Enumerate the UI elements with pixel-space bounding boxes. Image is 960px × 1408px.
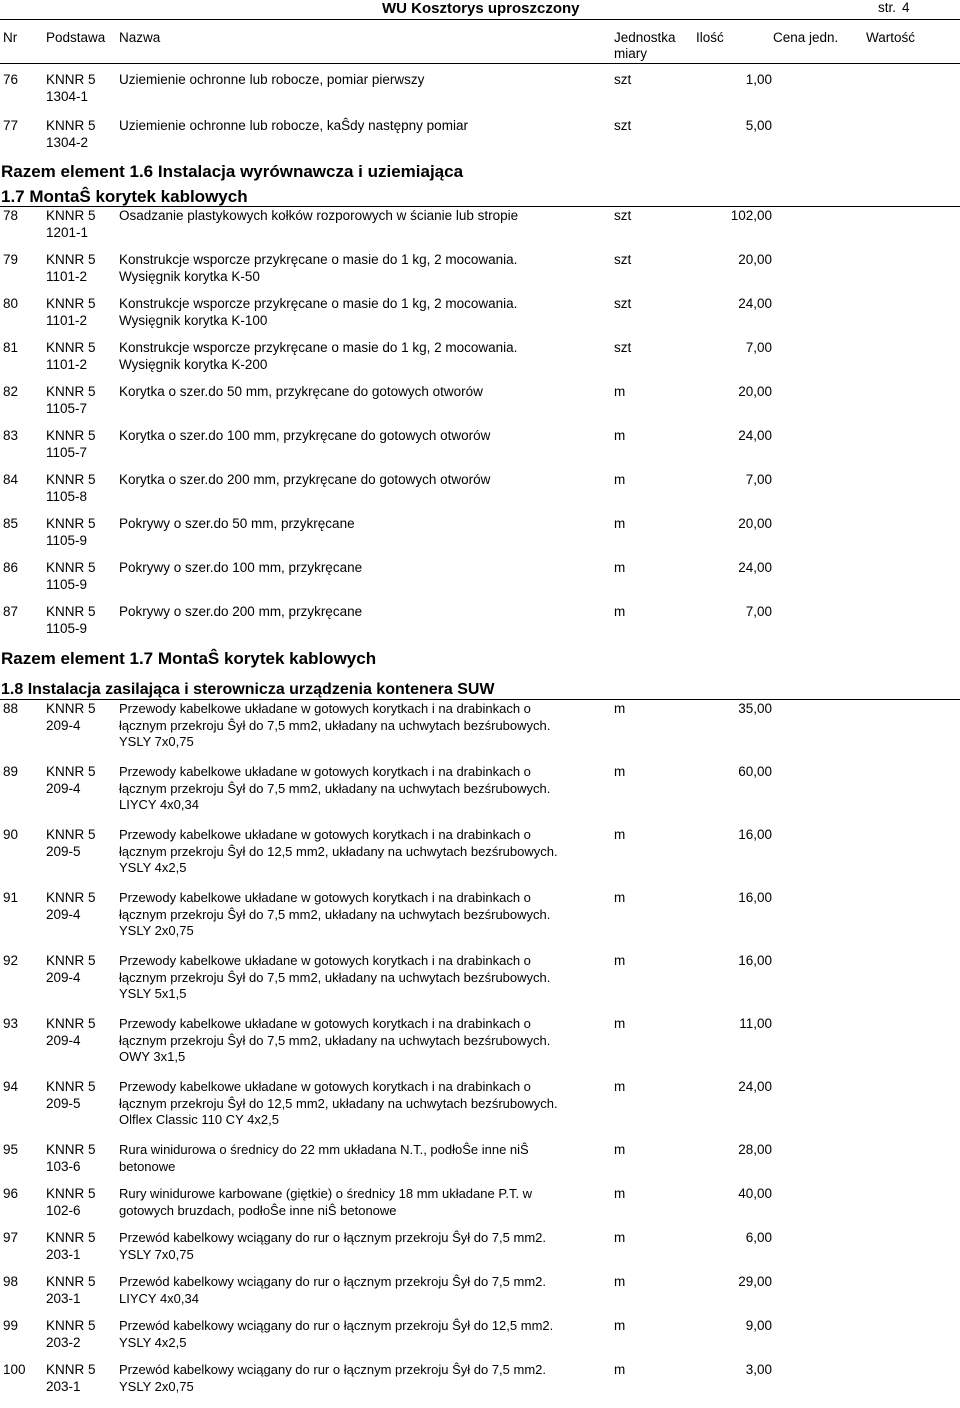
description-line: Uziemienie ochronne lub robocze, pomiar pierwszy <box>119 72 425 87</box>
column-header-ilosc: Ilość <box>696 30 724 45</box>
basis-code <box>46 72 96 105</box>
description-line: LIYCY 4x0,34 <box>119 797 199 812</box>
basis-code <box>46 1016 96 1049</box>
basis-code <box>46 764 96 797</box>
quantity: 28,00 <box>738 1142 772 1157</box>
unit: m <box>614 604 626 619</box>
item-description <box>119 1016 605 1066</box>
basis-item: 209-4 <box>46 1032 81 1048</box>
basis-code <box>46 118 96 151</box>
description-line: Przewody kabelkowe układane w gotowych korytkach i na drabinkach o <box>119 701 531 716</box>
row-number: 76 <box>3 72 19 87</box>
quantity: 6,00 <box>745 1230 772 1245</box>
unit: szt <box>614 296 632 311</box>
basis-code <box>46 953 96 986</box>
description-line: Pokrywy o szer.do 100 mm, przykręcane <box>119 560 363 575</box>
description-line: Wysięgnik korytka K-200 <box>119 356 268 372</box>
description-line: Konstrukcje wsporcze przykręcane o masie do 1 kg, 2 mocowania. <box>119 252 518 267</box>
description-line: Konstrukcje wsporcze przykręcane o masie do 1 kg, 2 mocowania. <box>119 340 518 355</box>
document-title: WU Kosztorys uproszczony <box>382 0 580 17</box>
description-line: YSLY 2x0,75 <box>119 923 194 938</box>
basis-code <box>46 1186 96 1219</box>
basis-catalog: KNNR 5 <box>46 701 96 716</box>
basis-catalog: KNNR 5 <box>46 1230 96 1245</box>
description-line: Wysięgnik korytka K-100 <box>119 312 268 328</box>
item-description <box>119 1079 605 1129</box>
quantity: 40,00 <box>738 1186 772 1201</box>
description-line: Przewód kabelkowy wciągany do rur o łącznym przekroju Ŝył do 7,5 mm2. <box>119 1230 547 1245</box>
basis-catalog: KNNR 5 <box>46 118 96 133</box>
basis-code <box>46 1230 96 1263</box>
column-header-nazwa: Nazwa <box>119 30 161 45</box>
item-description <box>119 953 605 1003</box>
basis-catalog: KNNR 5 <box>46 384 96 399</box>
basis-item: 209-5 <box>46 1095 81 1111</box>
item-description <box>119 340 605 373</box>
description-line: Przewód kabelkowy wciągany do rur o łącznym przekroju Ŝył do 7,5 mm2. <box>119 1362 547 1377</box>
basis-catalog: KNNR 5 <box>46 890 96 905</box>
description-line: LIYCY 4x0,34 <box>119 1290 199 1306</box>
unit: m <box>614 953 626 968</box>
column-header-podstawa: Podstawa <box>46 30 106 45</box>
row-number: 93 <box>3 1016 19 1031</box>
basis-code <box>46 827 96 860</box>
description-line: łącznym przekroju Ŝył do 7,5 mm2, układany na uchwytach bezśrubowych. <box>119 969 551 985</box>
description-line: Przewody kabelkowe układane w gotowych korytkach i na drabinkach o <box>119 764 531 779</box>
row-number: 99 <box>3 1318 19 1333</box>
row-number: 100 <box>3 1362 26 1377</box>
basis-catalog: KNNR 5 <box>46 516 96 531</box>
basis-catalog: KNNR 5 <box>46 1142 96 1157</box>
section-heading-1-8: 1.8 Instalacja zasilająca i sterownicza urządzenia kontenera SUW <box>1 681 495 698</box>
basis-item: 1105-7 <box>46 400 88 416</box>
description-line: łącznym przekroju Ŝył do 12,5 mm2, układany na uchwytach bezśrubowych. <box>119 843 558 859</box>
basis-catalog: KNNR 5 <box>46 1318 96 1333</box>
basis-item: 1304-2 <box>46 134 89 150</box>
basis-item: 1105-9 <box>46 620 88 636</box>
description-line: łącznym przekroju Ŝył do 7,5 mm2, układany na uchwytach bezśrubowych. <box>119 717 551 733</box>
section-total-1-7: Razem element 1.7 MontaŜ korytek kablowych <box>1 649 377 668</box>
unit: m <box>614 1362 626 1377</box>
item-description <box>119 560 605 577</box>
quantity: 24,00 <box>738 560 772 575</box>
basis-code <box>46 384 96 417</box>
basis-item: 203-1 <box>46 1378 81 1394</box>
item-description <box>119 1318 605 1351</box>
section-rule-1-8 <box>0 699 960 700</box>
basis-catalog: KNNR 5 <box>46 428 96 443</box>
unit: m <box>614 516 626 531</box>
basis-code <box>46 428 96 461</box>
quantity: 29,00 <box>738 1274 772 1289</box>
row-number: 91 <box>3 890 19 905</box>
quantity: 102,00 <box>730 208 772 223</box>
row-number: 80 <box>3 296 19 311</box>
row-number: 92 <box>3 953 19 968</box>
basis-item: 203-1 <box>46 1290 81 1306</box>
basis-catalog: KNNR 5 <box>46 1079 96 1094</box>
unit: m <box>614 472 626 487</box>
item-description <box>119 1362 605 1395</box>
section-heading-1-7: 1.7 MontaŜ korytek kablowych <box>1 187 248 206</box>
item-description <box>119 1142 605 1175</box>
quantity: 16,00 <box>738 953 772 968</box>
page-number: 4 <box>902 0 910 15</box>
basis-item: 102-6 <box>46 1202 81 1218</box>
row-number: 79 <box>3 252 19 267</box>
unit: m <box>614 1142 626 1157</box>
item-description <box>119 1230 605 1263</box>
description-line: Przewody kabelkowe układane w gotowych korytkach i na drabinkach o <box>119 890 531 905</box>
description-line: Konstrukcje wsporcze przykręcane o masie do 1 kg, 2 mocowania. <box>119 296 518 311</box>
description-line: Wysięgnik korytka K-50 <box>119 268 260 284</box>
description-line: YSLY 7x0,75 <box>119 1246 194 1262</box>
unit: m <box>614 384 626 399</box>
description-line: łącznym przekroju Ŝył do 7,5 mm2, układany na uchwytach bezśrubowych. <box>119 1032 551 1048</box>
column-header-nr: Nr <box>3 30 18 45</box>
basis-catalog: KNNR 5 <box>46 560 96 575</box>
basis-item: 209-4 <box>46 780 81 796</box>
item-description <box>119 827 605 877</box>
quantity: 60,00 <box>738 764 772 779</box>
row-number: 78 <box>3 208 19 223</box>
item-description <box>119 118 605 135</box>
unit: m <box>614 1016 626 1031</box>
row-number: 95 <box>3 1142 19 1157</box>
item-description <box>119 1274 605 1307</box>
row-number: 90 <box>3 827 19 842</box>
description-line: Przewód kabelkowy wciągany do rur o łącznym przekroju Ŝył do 7,5 mm2. <box>119 1274 547 1289</box>
basis-code <box>46 1142 96 1175</box>
basis-item: 1304-1 <box>46 88 89 104</box>
row-number: 89 <box>3 764 19 779</box>
basis-item: 1105-9 <box>46 532 88 548</box>
row-number: 77 <box>3 118 19 133</box>
description-line: Olflex Classic 110 CY 4x2,5 <box>119 1112 279 1127</box>
page-label: str. <box>878 0 897 15</box>
row-number: 94 <box>3 1079 19 1094</box>
unit: szt <box>614 340 632 355</box>
basis-code <box>46 1274 96 1307</box>
column-header-jednostka-line1: Jednostka <box>614 30 676 45</box>
description-line: Przewód kabelkowy wciągany do rur o łącznym przekroju Ŝył do 12,5 mm2. <box>119 1318 554 1333</box>
item-description <box>119 428 605 445</box>
unit: m <box>614 560 626 575</box>
basis-catalog: KNNR 5 <box>46 340 96 355</box>
basis-catalog: KNNR 5 <box>46 1274 96 1289</box>
item-description <box>119 208 605 225</box>
basis-code <box>46 296 96 329</box>
quantity: 24,00 <box>738 296 772 311</box>
item-description <box>119 384 605 401</box>
item-description <box>119 701 605 751</box>
quantity: 1,00 <box>745 72 772 87</box>
unit: m <box>614 1230 626 1245</box>
row-number: 96 <box>3 1186 19 1201</box>
basis-catalog: KNNR 5 <box>46 1016 96 1031</box>
basis-item: 209-4 <box>46 717 81 733</box>
description-line: Korytka o szer.do 200 mm, przykręcane do gotowych otworów <box>119 472 491 487</box>
basis-code <box>46 701 96 734</box>
description-line: YSLY 4x2,5 <box>119 1334 187 1350</box>
quantity: 7,00 <box>745 340 772 355</box>
unit: m <box>614 827 626 842</box>
description-line: YSLY 5x1,5 <box>119 986 187 1001</box>
basis-code <box>46 340 96 373</box>
basis-item: 203-1 <box>46 1246 81 1262</box>
header-rule <box>0 19 960 20</box>
unit: m <box>614 701 626 716</box>
item-description <box>119 1186 605 1219</box>
basis-code <box>46 252 96 285</box>
item-description <box>119 890 605 940</box>
basis-item: 209-4 <box>46 906 81 922</box>
description-line: Korytka o szer.do 100 mm, przykręcane do gotowych otworów <box>119 428 491 443</box>
column-header-wartosc: Wartość <box>866 30 916 45</box>
description-line: Przewody kabelkowe układane w gotowych korytkach i na drabinkach o <box>119 1079 531 1094</box>
basis-catalog: KNNR 5 <box>46 72 96 87</box>
basis-item: 1105-7 <box>46 444 88 460</box>
unit: szt <box>614 118 632 133</box>
description-line: Przewody kabelkowe układane w gotowych korytkach i na drabinkach o <box>119 953 531 968</box>
basis-item: 1201-1 <box>46 224 89 240</box>
basis-code <box>46 1318 96 1351</box>
description-line: łącznym przekroju Ŝył do 7,5 mm2, układany na uchwytach bezśrubowych. <box>119 906 551 922</box>
unit: m <box>614 1186 626 1201</box>
unit: m <box>614 1079 626 1094</box>
description-line: Rura winidurowa o średnicy do 22 mm układana N.T., podłoŜe inne niŜ <box>119 1142 529 1157</box>
basis-item: 1101-2 <box>46 356 88 372</box>
row-number: 81 <box>3 340 19 355</box>
description-line: Pokrywy o szer.do 50 mm, przykręcane <box>119 516 355 531</box>
basis-item: 203-2 <box>46 1334 81 1350</box>
description-line: betonowe <box>119 1158 176 1174</box>
quantity: 20,00 <box>738 384 772 399</box>
basis-item: 1101-2 <box>46 268 88 284</box>
section-rule-1-7 <box>0 206 960 207</box>
row-number: 85 <box>3 516 19 531</box>
basis-code <box>46 208 96 241</box>
unit: m <box>614 890 626 905</box>
quantity: 7,00 <box>745 472 772 487</box>
quantity: 20,00 <box>738 516 772 531</box>
basis-catalog: KNNR 5 <box>46 604 96 619</box>
description-line: Przewody kabelkowe układane w gotowych korytkach i na drabinkach o <box>119 1016 531 1031</box>
description-line: YSLY 7x0,75 <box>119 734 194 749</box>
basis-code <box>46 1079 96 1112</box>
quantity: 5,00 <box>745 118 772 133</box>
basis-item: 1105-8 <box>46 488 88 504</box>
description-line: Pokrywy o szer.do 200 mm, przykręcane <box>119 604 363 619</box>
quantity: 7,00 <box>745 604 772 619</box>
row-number: 82 <box>3 384 19 399</box>
basis-item: 209-5 <box>46 843 81 859</box>
unit: m <box>614 428 626 443</box>
basis-catalog: KNNR 5 <box>46 296 96 311</box>
basis-item: 209-4 <box>46 969 81 985</box>
page-indicator <box>878 0 910 15</box>
basis-code <box>46 516 96 549</box>
item-description <box>119 472 605 489</box>
description-line: Przewody kabelkowe układane w gotowych korytkach i na drabinkach o <box>119 827 531 842</box>
description-line: łącznym przekroju Ŝył do 12,5 mm2, układany na uchwytach bezśrubowych. <box>119 1095 558 1111</box>
row-number: 84 <box>3 472 19 487</box>
row-number: 97 <box>3 1230 19 1245</box>
item-description <box>119 72 605 89</box>
item-description <box>119 516 605 533</box>
unit: m <box>614 1318 626 1333</box>
basis-catalog: KNNR 5 <box>46 764 96 779</box>
column-header-rule <box>0 63 960 64</box>
basis-code <box>46 560 96 593</box>
row-number: 88 <box>3 701 19 716</box>
description-line: gotowych bruzdach, podłoŜe inne niŜ betonowe <box>119 1202 397 1218</box>
description-line: Osadzanie plastykowych kołków rozporowych w ścianie lub stropie <box>119 208 519 223</box>
item-description <box>119 252 605 285</box>
basis-code <box>46 890 96 923</box>
item-description <box>119 764 605 814</box>
basis-catalog: KNNR 5 <box>46 827 96 842</box>
quantity: 3,00 <box>745 1362 772 1377</box>
basis-catalog: KNNR 5 <box>46 1362 96 1377</box>
unit: m <box>614 764 626 779</box>
column-header-jednostka-line2: miary <box>614 46 647 61</box>
section-total-1-6: Razem element 1.6 Instalacja wyrównawcza i uziemiająca <box>1 162 464 181</box>
basis-item: 103-6 <box>46 1158 81 1174</box>
basis-code <box>46 472 96 505</box>
unit: szt <box>614 252 632 267</box>
column-header-cena: Cena jedn. <box>773 30 839 45</box>
quantity: 16,00 <box>738 827 772 842</box>
description-line: YSLY 2x0,75 <box>119 1378 194 1394</box>
row-number: 83 <box>3 428 19 443</box>
row-number: 87 <box>3 604 19 619</box>
description-line: łącznym przekroju Ŝył do 7,5 mm2, układany na uchwytach bezśrubowych. <box>119 780 551 796</box>
description-line: Uziemienie ochronne lub robocze, kaŜdy następny pomiar <box>119 118 468 133</box>
quantity: 35,00 <box>738 701 772 716</box>
quantity: 16,00 <box>738 890 772 905</box>
row-number: 86 <box>3 560 19 575</box>
basis-item: 1105-9 <box>46 576 88 592</box>
description-line: Rury winidurowe karbowane (giętkie) o średnicy 18 mm układane P.T. w <box>119 1186 533 1201</box>
unit: m <box>614 1274 626 1289</box>
unit: szt <box>614 72 632 87</box>
basis-catalog: KNNR 5 <box>46 208 96 223</box>
quantity: 20,00 <box>738 252 772 267</box>
row-number: 98 <box>3 1274 19 1289</box>
unit: szt <box>614 208 632 223</box>
basis-catalog: KNNR 5 <box>46 1186 96 1201</box>
quantity: 11,00 <box>739 1016 772 1031</box>
basis-catalog: KNNR 5 <box>46 472 96 487</box>
basis-code <box>46 604 96 637</box>
basis-item: 1101-2 <box>46 312 88 328</box>
description-line: OWY 3x1,5 <box>119 1049 186 1064</box>
item-description <box>119 604 605 621</box>
quantity: 9,00 <box>745 1318 772 1333</box>
item-description <box>119 296 605 329</box>
quantity: 24,00 <box>738 1079 772 1094</box>
column-header-jednostka <box>614 30 676 62</box>
description-line: Korytka o szer.do 50 mm, przykręcane do gotowych otworów <box>119 384 483 399</box>
basis-catalog: KNNR 5 <box>46 252 96 267</box>
basis-catalog: KNNR 5 <box>46 953 96 968</box>
quantity: 24,00 <box>738 428 772 443</box>
description-line: YSLY 4x2,5 <box>119 860 187 875</box>
basis-code <box>46 1362 96 1395</box>
